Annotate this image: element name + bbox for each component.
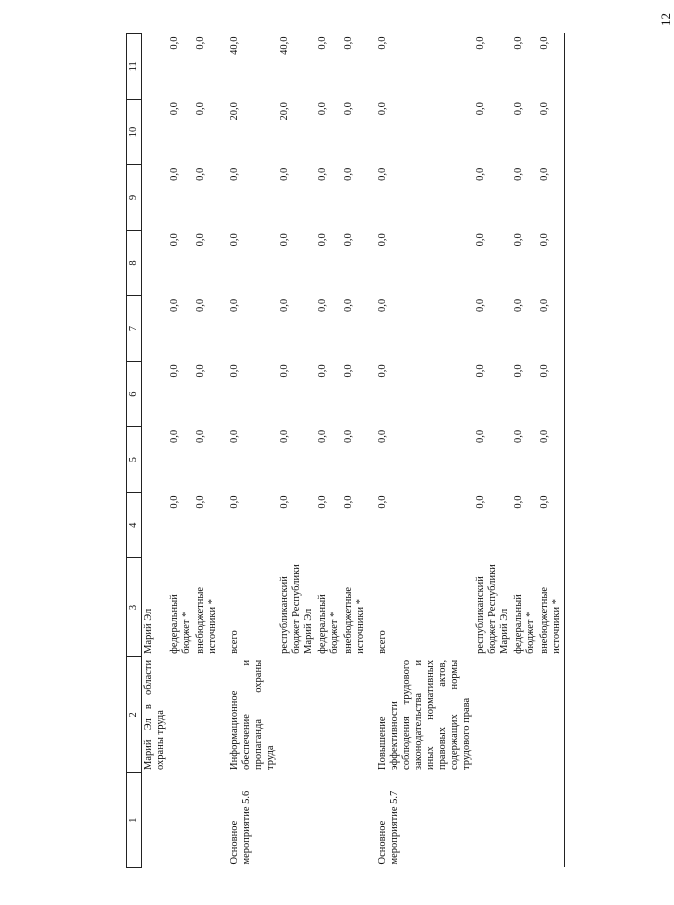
value-cell: 0,0: [317, 233, 328, 247]
value-cell: 40,0: [229, 36, 240, 55]
value-cell: 0,0: [195, 102, 206, 116]
value-cell: 0,0: [169, 298, 180, 312]
value-cell: 0,0: [475, 102, 486, 116]
source-cell: всего: [377, 630, 388, 654]
value-cell: 0,0: [377, 429, 388, 444]
measure-cell: [474, 773, 512, 868]
value-cell: 0,0: [169, 429, 180, 444]
value-cell: 0,0: [539, 495, 550, 509]
value-cell: 0,0: [195, 429, 206, 444]
value-cell: 0,0: [539, 36, 550, 50]
description-cell: [474, 657, 512, 773]
source-cell: всего: [229, 630, 240, 654]
value-cell: 0,0: [343, 429, 354, 444]
header-cell: 8: [127, 230, 142, 296]
value-cell: 0,0: [195, 233, 206, 247]
header-cell: 5: [127, 427, 142, 493]
header-cell: 3: [127, 558, 142, 657]
value-cell: 0,0: [169, 233, 180, 247]
value-cell: 0,0: [317, 429, 328, 444]
value-cell: 0,0: [475, 233, 486, 247]
value-cell: 0,0: [169, 36, 180, 50]
value-cell: 0,0: [513, 167, 524, 181]
header-cell: 7: [127, 296, 142, 362]
source-cell: внебюджетные источники *: [343, 586, 366, 654]
value-cell: 0,0: [169, 102, 180, 116]
value-cell: 0,0: [539, 167, 550, 181]
value-cell: [142, 296, 169, 362]
measure-cell: [538, 773, 565, 868]
value-cell: 0,0: [229, 167, 240, 181]
rule-cell: [565, 34, 568, 868]
description-cell: [278, 657, 316, 773]
value-cell: 0,0: [169, 167, 180, 181]
value-cell: 0,0: [279, 233, 290, 247]
value-cell: 0,0: [475, 36, 486, 50]
value-cell: 0,0: [279, 167, 290, 181]
source-cell: федеральный бюджет *: [169, 594, 192, 654]
measure-cell: [168, 773, 194, 868]
table-row: [168, 34, 194, 868]
table-row: [376, 34, 474, 868]
description-cell: [342, 657, 368, 773]
value-cell: 0,0: [475, 364, 486, 378]
spacer-cell: [220, 34, 228, 868]
value-cell: [142, 427, 169, 493]
measure-cell: [194, 773, 220, 868]
value-cell: [142, 34, 169, 100]
group-spacer: [368, 34, 376, 868]
measure-cell: Основное мероприятие 5.6: [229, 790, 252, 865]
value-cell: 0,0: [317, 364, 328, 378]
value-cell: 0,0: [475, 298, 486, 312]
value-cell: 0,0: [229, 429, 240, 444]
table-bottom-rule: [565, 34, 568, 868]
measure-cell: [512, 773, 538, 868]
header-cell: 2: [127, 657, 142, 773]
header-cell: 10: [127, 99, 142, 165]
description-cell: [512, 657, 538, 773]
value-cell: 0,0: [279, 298, 290, 312]
value-cell: 0,0: [513, 233, 524, 247]
value-cell: 0,0: [539, 102, 550, 116]
value-cell: 0,0: [317, 102, 328, 116]
value-cell: 0,0: [475, 495, 486, 509]
value-cell: 0,0: [229, 233, 240, 247]
value-cell: [142, 230, 169, 296]
value-cell: 0,0: [539, 298, 550, 312]
value-cell: 0,0: [317, 298, 328, 312]
budget-table: [126, 33, 567, 868]
header-cell: 1: [127, 773, 142, 868]
value-cell: 0,0: [475, 167, 486, 181]
description-cell: Марий Эл в области охраны труда: [143, 659, 166, 770]
value-cell: 0,0: [317, 167, 328, 181]
header-cell: 4: [127, 492, 142, 558]
table-row: [316, 34, 342, 868]
measure-cell: Основное мероприятие 5.7: [377, 790, 400, 865]
description-cell: [168, 657, 194, 773]
value-cell: [142, 492, 169, 558]
value-cell: 0,0: [377, 102, 388, 116]
source-cell: федеральный бюджет *: [317, 594, 340, 654]
value-cell: 0,0: [195, 495, 206, 509]
value-cell: 0,0: [377, 233, 388, 247]
table-row: [512, 34, 538, 868]
value-cell: [142, 165, 169, 231]
table-row: [228, 34, 278, 868]
description-cell: [194, 657, 220, 773]
value-cell: 0,0: [513, 298, 524, 312]
table-body: [142, 34, 568, 868]
value-cell: 0,0: [513, 495, 524, 509]
source-cell: республиканский бюджет Республики Марий Эл: [279, 564, 314, 654]
value-cell: 0,0: [343, 495, 354, 509]
value-cell: 0,0: [229, 364, 240, 378]
value-cell: 0,0: [279, 364, 290, 378]
value-cell: 0,0: [343, 364, 354, 378]
value-cell: 0,0: [513, 36, 524, 50]
header-cell: 11: [127, 34, 142, 100]
value-cell: 0,0: [317, 36, 328, 50]
table-row: [194, 34, 220, 868]
value-cell: 0,0: [169, 495, 180, 509]
value-cell: 0,0: [377, 298, 388, 312]
spacer-cell: [368, 34, 376, 868]
value-cell: 0,0: [195, 298, 206, 312]
measure-cell: [142, 773, 169, 868]
value-cell: 0,0: [539, 429, 550, 444]
value-cell: 0,0: [377, 36, 388, 50]
source-cell: внебюджетные источники *: [539, 586, 562, 654]
value-cell: 0,0: [513, 429, 524, 444]
table-row: [278, 34, 316, 868]
value-cell: 0,0: [279, 429, 290, 444]
value-cell: 0,0: [195, 36, 206, 50]
value-cell: 20,0: [229, 102, 240, 121]
page-number: 12: [658, 13, 673, 26]
value-cell: 0,0: [343, 298, 354, 312]
measure-cell: [342, 773, 368, 868]
value-cell: 0,0: [539, 233, 550, 247]
table-row: [474, 34, 512, 868]
value-cell: 0,0: [343, 233, 354, 247]
value-cell: 40,0: [279, 36, 290, 55]
description-cell: [538, 657, 565, 773]
value-cell: 0,0: [377, 495, 388, 509]
source-cell: внебюджетные источники *: [195, 586, 218, 654]
value-cell: 0,0: [343, 167, 354, 181]
table-row: [538, 34, 565, 868]
description-cell: Информационное обеспечение и пропаганда охраны труда: [229, 659, 276, 770]
description-cell: [316, 657, 342, 773]
table-row: [342, 34, 368, 868]
value-cell: 0,0: [229, 298, 240, 312]
value-cell: 0,0: [513, 364, 524, 378]
source-cell: республиканский бюджет Республики Марий Эл: [475, 564, 510, 654]
measure-cell: [316, 773, 342, 868]
value-cell: [142, 99, 169, 165]
source-cell: Марий Эл: [143, 608, 154, 654]
value-cell: 0,0: [279, 495, 290, 509]
value-cell: 0,0: [377, 364, 388, 378]
header-row: [127, 34, 142, 868]
header-cell: 6: [127, 361, 142, 427]
value-cell: 0,0: [539, 364, 550, 378]
value-cell: 0,0: [169, 364, 180, 378]
value-cell: 0,0: [343, 36, 354, 50]
value-cell: 0,0: [377, 167, 388, 181]
description-cell: Повышение эффективности соблюдения трудового законодательства и иных нормативных правовых актов, содержащих нормы трудового права: [377, 659, 472, 770]
value-cell: [142, 361, 169, 427]
value-cell: 0,0: [195, 167, 206, 181]
value-cell: 0,0: [513, 102, 524, 116]
value-cell: 0,0: [343, 102, 354, 116]
value-cell: 0,0: [229, 495, 240, 509]
table-header: [127, 34, 142, 868]
measure-cell: [278, 773, 316, 868]
header-cell: 9: [127, 165, 142, 231]
value-cell: 0,0: [475, 429, 486, 444]
table-row: [142, 34, 169, 868]
source-cell: федеральный бюджет *: [513, 594, 536, 654]
value-cell: 20,0: [279, 102, 290, 121]
rotated-table-area: [126, 33, 562, 868]
group-spacer: [220, 34, 228, 868]
value-cell: 0,0: [195, 364, 206, 378]
value-cell: 0,0: [317, 495, 328, 509]
